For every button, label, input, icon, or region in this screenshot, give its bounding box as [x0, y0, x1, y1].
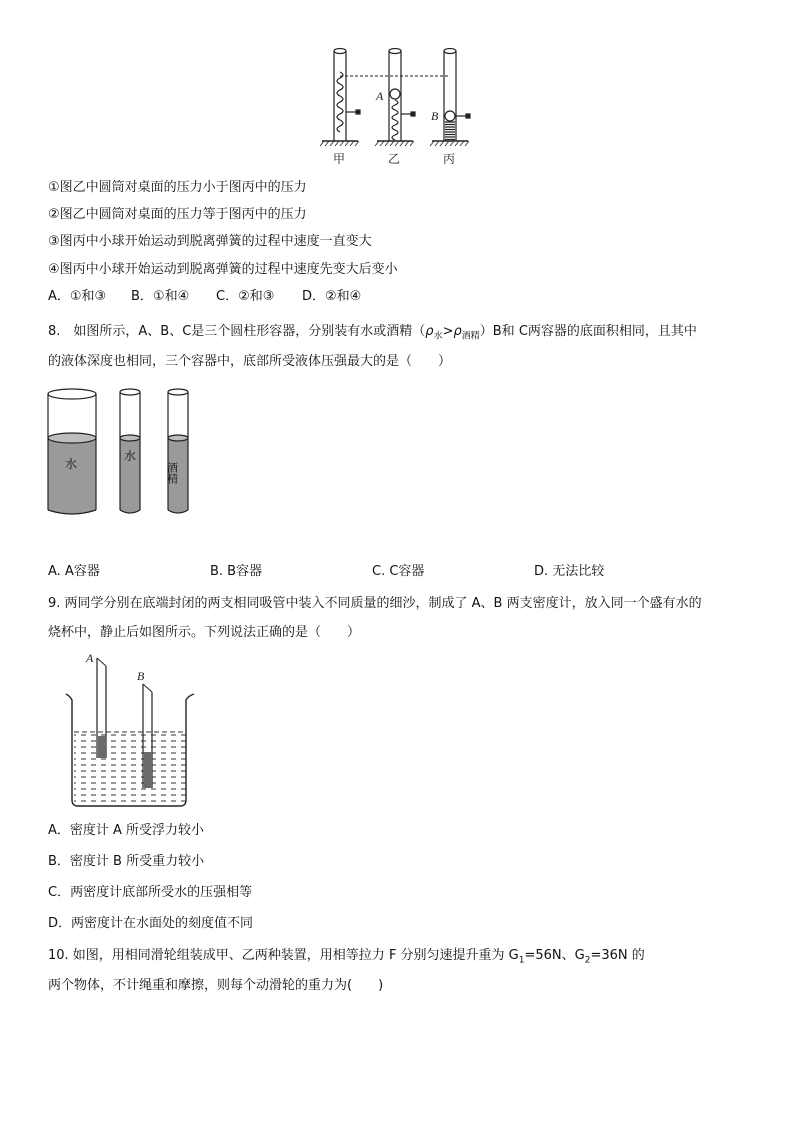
- q9-option-b[interactable]: B．密度计 B 所受重力较小: [48, 854, 205, 869]
- q9-option-a[interactable]: A．密度计 A 所受浮力较小: [48, 823, 205, 838]
- densimeter-b-label: B: [137, 669, 145, 683]
- three-containers-figure: [44, 386, 204, 518]
- q9-stem-line-2: 烧杯中，静止后如图所示。下列说法正确的是（ ）: [48, 625, 361, 640]
- q9-option-d[interactable]: D．两密度计在水面处的刻度值不同: [48, 916, 254, 931]
- q8-option-b[interactable]: B. B容器: [210, 564, 263, 579]
- densimeter-a-label: A: [86, 651, 94, 665]
- q7-statement-4: ④图丙中小球开始运动到脱离弹簧的过程中速度先变大后变小: [48, 262, 398, 277]
- q7-statement-3: ③图丙中小球开始运动到脱离弹簧的过程中速度一直变大: [48, 234, 372, 249]
- q7-options: [48, 287, 361, 307]
- label-yi: 乙: [388, 152, 401, 166]
- label-bing: 丙: [443, 152, 456, 166]
- q9-option-c[interactable]: C．两密度计底部所受水的压强相等: [48, 885, 253, 900]
- q8-stem-line-2: 的液体深度也相同，三个容器中，底部所受液体压强最大的是（ ）: [48, 354, 452, 369]
- q8-option-c[interactable]: C. C容器: [372, 564, 425, 579]
- spring-cylinders-figure: [318, 42, 488, 174]
- label-b: B: [431, 109, 439, 123]
- q8-stem-line-1: 8. 如图所示，A、B、C是三个圆柱形容器，分别装有水或酒精$(\rho_水>\rho_{酒精})B$和 C两容器的底面积相同，且其中: [48, 324, 697, 342]
- q8-options: [48, 562, 604, 582]
- label-a: A: [376, 89, 384, 103]
- q10-stem-line-1: 10. 如图，用相同滑轮组装成甲、乙两种装置，用相等拉力 F 分别匀速提升重为 $G_1=56N$、$G_2=36N$ 的: [48, 948, 645, 966]
- q7-option-d[interactable]: D．②和④: [302, 289, 362, 304]
- container-c-label: 酒精: [165, 462, 179, 484]
- q7-statement-2: ②图乙中圆筒对桌面的压力等于图丙中的压力: [48, 207, 307, 222]
- q7-statement-1: ①图乙中圆筒对桌面的压力小于图丙中的压力: [48, 180, 307, 195]
- label-jia: 甲: [333, 152, 346, 166]
- q8-option-a[interactable]: A. A容器: [48, 564, 100, 579]
- q7-option-b[interactable]: B．①和④: [131, 289, 190, 304]
- q9-stem-line-1: 9. 两同学分别在底端封闭的两支相同吸管中装入不同质量的细沙，制成了 A、B 两支密度计，放入同一个盛有水的: [48, 596, 702, 611]
- container-a-label: 水: [65, 457, 78, 471]
- q10-stem-line-2: 两个物体，不计绳重和摩擦，则每个动滑轮的重力为( ): [48, 978, 384, 993]
- beaker-densimeters-figure: [60, 648, 200, 812]
- q8-option-d[interactable]: D. 无法比较: [534, 564, 605, 579]
- q7-option-a[interactable]: A．①和③: [48, 289, 107, 304]
- container-b-label: 水: [124, 449, 137, 463]
- q7-option-c[interactable]: C．②和③: [216, 289, 275, 304]
